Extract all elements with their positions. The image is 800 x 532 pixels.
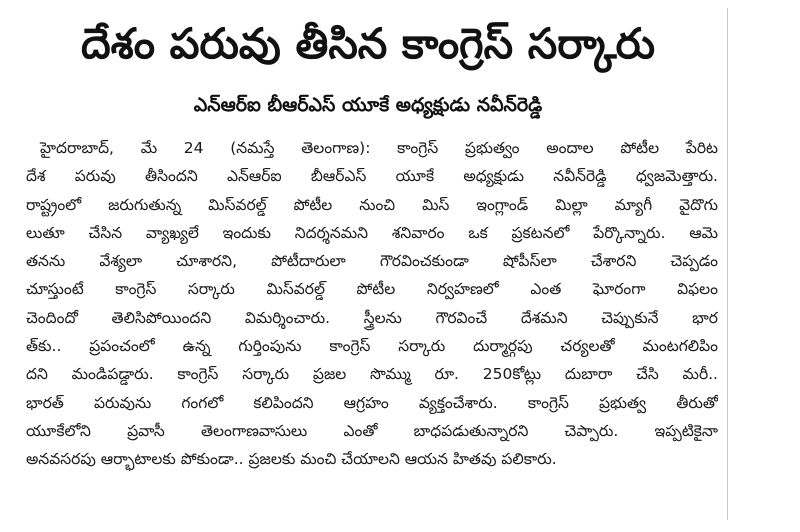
article-line: రాష్ట్రంలో జరుగుతున్న మిస్‌వరల్డ్ పోటీల నుంచి మిస్ ఇంగ్లాండ్ మిల్లా మ్యాగీ వైదొగు <box>26 195 718 214</box>
article-line: దేశ పరువు తీసిందని ఎన్ఆర్ఐ బీఆర్ఎస్ యూకే అధ్యక్షుడు నవీన్‌రెడ్డి ధ్వజమెత్తారు. <box>26 167 718 186</box>
article-frame <box>8 8 728 520</box>
article-line: త్‌కు.. ప్రపంచంలో ఉన్న గుర్తింపును కాంగ్రెస్ సర్కారు దుర్మార్గపు చర్యలతో మంటగలిపిం <box>26 337 718 356</box>
article-line: దని మండిపడ్డారు. కాంగ్రెస్ సర్కారు ప్రజల సొమ్ము రూ. 250కోట్లు దుబారా చేసి మరీ.. <box>26 365 718 384</box>
article-headline: దేశం పరువు తీసిన కాంగ్రెస్ సర్కారు <box>80 19 656 68</box>
article-line: లుతూ చేసిన వ్యాఖ్యలే ఇందుకు నిదర్శనమని శనివారం ఒక ప్రకటనలో పేర్కొన్నారు. ఆమె <box>26 223 718 242</box>
article-line: యూకేలోని ప్రవాసీ తెలంగాణవాసులు ఎంతో బాధపడుతున్నారని చెప్పారు. ఇప్పటికైనా <box>26 421 718 440</box>
article-body <box>26 134 718 474</box>
article-subheadline: ఎన్ఆర్ఐ బీఆర్ఎస్ యూకే అధ్యక్షుడు నవీన్‌రెడ్డి <box>193 94 543 116</box>
article-line: హైదరాబాద్, మే 24 (నమస్తే తెలంగాణ): కాంగ్రెస్ ప్రభుత్వం అందాల పోటీల పేరిట <box>40 139 718 157</box>
article-line: భారత్ పరువును గంగలో కలిపిందని ఆగ్రహం వ్యక్తంచేశారు. కాంగ్రెస్ ప్రభుత్వ తీరుతో <box>26 393 718 412</box>
article-line: చెందిందో తెలిసిపోయిందని విమర్శించారు. స్త్రీలను గౌరవించే దేశమని చెప్పుకునే భార <box>26 308 718 327</box>
article-line: అనవసరపు ఆర్భాటాలకు పోకుండా.. ప్రజలకు మంచి చేయాలని ఆయన హితవు పలికారు. <box>26 450 557 469</box>
article-line: చూస్తుంటే కాంగ్రెస్ సర్కారు మిస్‌వరల్డ్ పోటీల నిర్వహణలో ఎంత ఘోరంగా విఫలం <box>26 280 718 299</box>
article-line: తనను వేశ్యలా చూశారని, పోటీదారులా గౌరవించకుండా షోపీస్‌లా చేశారని చెప్పడం <box>26 252 718 271</box>
